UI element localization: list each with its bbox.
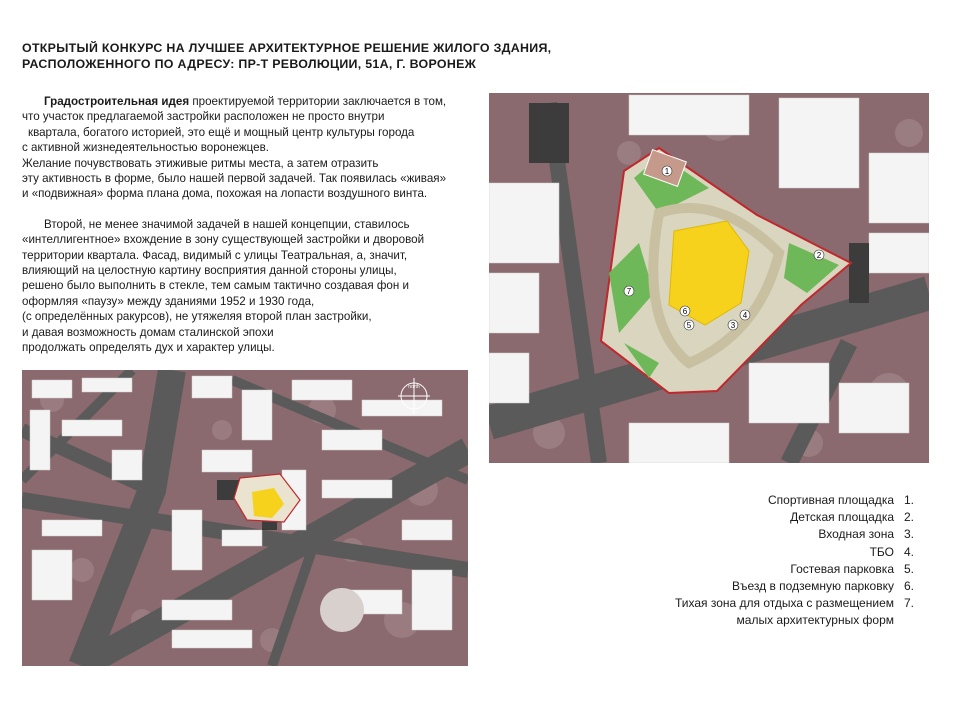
situation-plan-drawing bbox=[22, 370, 468, 666]
paragraph-1-line-5: Желание почувствовать этиживые ритмы места, а затем отразить bbox=[22, 156, 379, 170]
legend-number: 1. bbox=[904, 493, 915, 507]
marker-7: 7 bbox=[626, 287, 632, 296]
legend-label: Спортивная площадка bbox=[768, 493, 894, 507]
title-line-2: РАСПОЛОЖЕННОГО ПО АДРЕСУ: ПР-Т РЕВОЛЮЦИИ, 51А, Г. ВОРОНЕЖ bbox=[22, 57, 477, 71]
paragraph-2-line-9: продолжать определять дух и характер улицы. bbox=[22, 341, 275, 355]
paragraph-2-line-1: Второй, не менее значимой задачей в нашей концепции, ставилось bbox=[44, 217, 410, 231]
legend-label: Въезд в подземную парковку bbox=[731, 579, 894, 594]
title-line-1: ОТКРЫТЫЙ КОНКУРС НА ЛУЧШЕЕ АРХИТЕКТУРНОЕ РЕШЕНИЕ ЖИЛОГО ЗДАНИЯ, bbox=[22, 41, 552, 55]
paragraph-2-line-8: и давая возможность домам сталинской эпохи bbox=[22, 325, 274, 339]
page-title bbox=[22, 40, 562, 72]
situation-plan bbox=[22, 370, 468, 666]
marker-3: 3 bbox=[730, 321, 736, 330]
paragraph-1-line-2: что участок предлагаемой застройки расположен не просто внутри bbox=[22, 110, 385, 124]
legend-number: 3. bbox=[904, 527, 915, 542]
paragraph-2-line-2: «интеллигентное» вхождение в зону существующей застройки и дворовой bbox=[22, 233, 425, 247]
legend-label: Тихая зона для отдыха с размещением bbox=[674, 596, 894, 611]
paragraph-1-line-6: эту активность в форме, было нашей первой задачей. Так появилась «живая» bbox=[22, 172, 447, 186]
paragraph-1-line-7: и «подвижная» форма плана дома, похожая на лопасти воздушного винта. bbox=[22, 187, 428, 201]
description-text bbox=[22, 94, 492, 356]
legend-number: 2. bbox=[904, 510, 915, 525]
legend-item-4 bbox=[600, 544, 930, 561]
round-plaza bbox=[320, 588, 364, 632]
legend-item-3 bbox=[600, 526, 930, 543]
legend-item-2 bbox=[600, 509, 930, 526]
bold-phrase: Градостроительная идея bbox=[44, 95, 190, 108]
paragraph-2-line-5: решено было выполнить в стекле, тем самым тактично создавая фон и bbox=[22, 279, 409, 293]
legend-item-1 bbox=[600, 492, 930, 509]
north-label: north bbox=[408, 384, 420, 390]
legend-number: 5. bbox=[904, 561, 915, 576]
master-plan bbox=[489, 93, 929, 463]
legend-number: 6. bbox=[904, 579, 915, 594]
legend-item-5 bbox=[600, 561, 930, 578]
marker-6: 6 bbox=[682, 307, 688, 316]
paragraph-2-line-4: влияющий на целостную картину восприятия данной стороны улицы, bbox=[22, 264, 397, 278]
paragraph-1-line-4: с активной жизнедеятельностью воронежцев. bbox=[22, 141, 269, 155]
paragraph-2-line-3: территории квартала. Фасад, видимый с улицы Театральная, а, значит, bbox=[22, 248, 408, 262]
legend-label: Детская площадка bbox=[790, 510, 894, 525]
marker-2: 2 bbox=[816, 251, 822, 260]
legend-item-7 bbox=[600, 595, 930, 612]
line-rest: проектируемой территории заключается в том, bbox=[189, 95, 447, 108]
legend-number: 7. bbox=[904, 596, 915, 611]
legend-item-6 bbox=[600, 578, 930, 595]
legend bbox=[600, 492, 930, 630]
paragraph-2-line-6: оформляя «паузу» между зданиями 1952 и 1930 года, bbox=[22, 294, 315, 308]
legend-label: малых архитектурных форм bbox=[736, 613, 894, 628]
legend-number: 4. bbox=[904, 544, 915, 559]
paragraph-1-line-3: квартала, богатого историей, это ещё и мощный центр культуры города bbox=[28, 125, 415, 139]
paragraph-2-line-7: (с определённых ракурсов), не утяжеляя второй план застройки, bbox=[22, 310, 372, 324]
master-plan-drawing bbox=[489, 93, 929, 463]
marker-5: 5 bbox=[686, 321, 692, 330]
legend-label: ТБО bbox=[869, 544, 894, 559]
legend-label: Гостевая парковка bbox=[790, 561, 894, 576]
paragraph-1-line-1 bbox=[22, 94, 492, 109]
legend-label: Входная зона bbox=[818, 527, 894, 542]
marker-1: 1 bbox=[664, 167, 670, 176]
legend-item-7-cont bbox=[600, 612, 930, 629]
marker-4: 4 bbox=[742, 311, 748, 320]
legend-number bbox=[894, 612, 930, 629]
